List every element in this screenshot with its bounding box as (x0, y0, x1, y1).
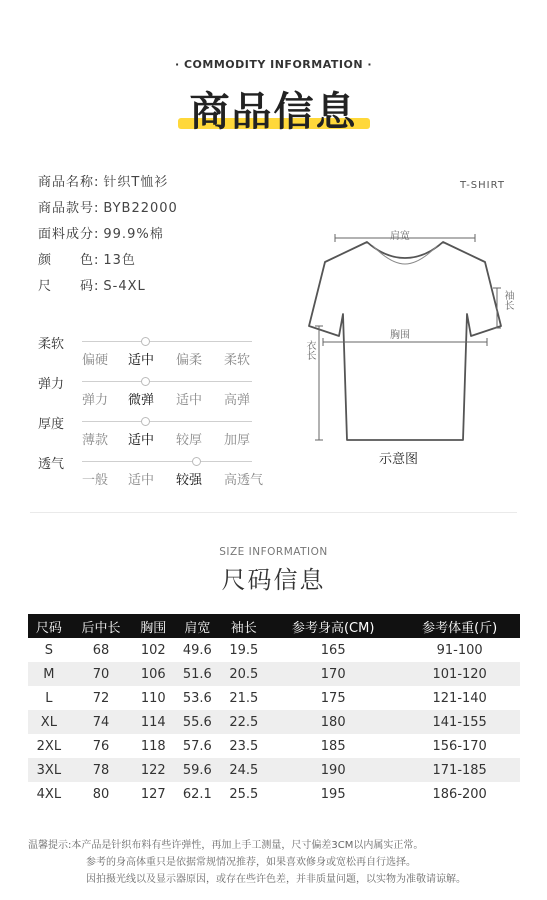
table-row (28, 662, 520, 686)
attribute-scale-line (82, 421, 252, 422)
table-cell: 62.1 (182, 786, 212, 802)
table-cell: 57.6 (182, 738, 212, 754)
table-cell: 141-155 (399, 710, 520, 734)
product-info-label: 商品款号: (38, 201, 100, 216)
attribute-option: 柔软 (224, 353, 251, 368)
attribute-label: 透气 (38, 457, 65, 472)
tshirt-label: T-SHIRT (460, 180, 505, 191)
shoulder-label: 肩宽 (390, 231, 410, 242)
table-row (28, 734, 520, 758)
size-info-subtitle: SIZE INFORMATION (219, 546, 328, 558)
sleeve-label: 袖长 (502, 290, 513, 310)
table-cell: 2XL (36, 738, 62, 754)
product-info-label: 面料成分: (38, 227, 100, 242)
table-cell: 121-140 (432, 690, 487, 706)
page-title: 商品信息 (189, 89, 358, 135)
table-cell: 19.5 (229, 642, 259, 658)
table-cell: 186-200 (432, 786, 487, 802)
size-table-heading: 肩宽 (174, 614, 220, 638)
note-line: 参考的身高体重只是依据常规情况推荐，如果喜欢修身或宽松再自行选择。 (86, 857, 416, 868)
table-cell: 74 (70, 710, 133, 734)
product-info-value: S-4XL (103, 279, 146, 294)
table-cell: 76 (92, 738, 110, 754)
attribute-marker (141, 417, 150, 426)
table-cell: 156-170 (432, 738, 487, 754)
attribute-option: 偏柔 (176, 353, 203, 368)
product-info-label: 尺 码: (38, 279, 100, 294)
note-line: 因拍摄光线以及显示器原因，或存在些许色差，并非质量问题，以实物为准敬请谅解。 (86, 874, 466, 885)
commodity-info-subtitle: · COMMODITY INFORMATION · (174, 58, 373, 71)
size-table-heading: 尺码 (28, 614, 70, 638)
table-cell: 80 (92, 786, 110, 802)
table-cell: 68 (92, 642, 110, 658)
table-cell: L (45, 690, 53, 706)
size-table-heading: 袖长 (221, 614, 267, 638)
attribute-scale-line (82, 341, 252, 342)
attribute-marker (141, 337, 150, 346)
table-row (28, 710, 520, 734)
table-cell: 25.5 (229, 786, 259, 802)
attribute-label: 柔软 (38, 337, 65, 352)
table-cell: 21.5 (229, 690, 259, 706)
product-info-row (38, 275, 146, 294)
product-info-value: 99.9%棉 (103, 227, 164, 242)
table-cell: 59.6 (174, 758, 220, 782)
size-table-heading: 参考身高(CM) (267, 614, 399, 638)
diagram-caption: 示意图 (379, 452, 419, 467)
table-row (28, 638, 520, 662)
table-row (28, 758, 520, 782)
table-cell: 91-100 (436, 642, 483, 658)
table-cell: 102 (140, 642, 166, 658)
table-cell: M (28, 662, 70, 686)
table-cell: 185 (320, 738, 346, 754)
table-cell: XL (28, 710, 70, 734)
section-divider (30, 512, 517, 513)
product-info-label: 颜 色: (38, 253, 100, 268)
table-cell: 53.6 (182, 690, 212, 706)
product-info-value: 13色 (103, 253, 136, 268)
table-cell: 106 (132, 662, 174, 686)
table-cell: 110 (140, 690, 166, 706)
size-table-heading: 后中长 (70, 614, 133, 638)
product-info-value: 针织T恤衫 (103, 175, 169, 190)
table-cell: 4XL (36, 786, 62, 802)
attribute-option: 一般 (82, 473, 109, 488)
attribute-option: 偏硬 (82, 353, 109, 368)
chest-label: 胸围 (390, 330, 410, 341)
table-cell: 55.6 (174, 710, 220, 734)
table-cell: 78 (70, 758, 133, 782)
table-cell: 24.5 (221, 758, 267, 782)
attribute-marker (192, 457, 201, 466)
size-table-heading: 胸围 (132, 614, 174, 638)
table-cell: 171-185 (399, 758, 520, 782)
table-cell: 114 (132, 710, 174, 734)
attribute-label: 厚度 (38, 417, 65, 432)
table-cell: 165 (320, 642, 346, 658)
table-cell: 170 (267, 662, 399, 686)
attribute-scale-line (82, 461, 252, 462)
table-cell: 3XL (28, 758, 70, 782)
table-cell: 72 (92, 690, 110, 706)
attribute-option: 薄款 (82, 433, 109, 448)
product-info-row (38, 171, 168, 190)
table-cell: 101-120 (399, 662, 520, 686)
attribute-option: 适中 (128, 353, 155, 368)
attribute-option: 弹力 (82, 393, 109, 408)
table-cell: 22.5 (221, 710, 267, 734)
product-info-row (38, 197, 178, 216)
table-cell: 51.6 (174, 662, 220, 686)
size-info-title: 尺码信息 (221, 566, 326, 594)
table-cell: 49.6 (182, 642, 212, 658)
table-cell: 23.5 (229, 738, 259, 754)
product-info-row (38, 223, 164, 242)
attribute-option: 微弹 (128, 393, 155, 408)
table-row (28, 686, 520, 710)
product-info-row (38, 249, 136, 268)
note-line: 温馨提示:本产品是针织布料有些许弹性，再加上手工测量，尺寸偏差3CM以内属实正常。 (28, 840, 424, 851)
table-cell: 175 (320, 690, 346, 706)
table-row (28, 782, 520, 806)
attribute-option: 较厚 (176, 433, 203, 448)
table-cell: 190 (267, 758, 399, 782)
size-table (28, 614, 520, 806)
size-table-header (28, 614, 520, 638)
table-cell: 118 (140, 738, 166, 754)
attribute-scale-line (82, 381, 252, 382)
table-cell: 70 (70, 662, 133, 686)
attribute-option: 高透气 (224, 473, 264, 488)
attribute-marker (141, 377, 150, 386)
length-label: 衣长 (304, 340, 315, 360)
attribute-option: 适中 (128, 473, 155, 488)
product-info-value: BYB22000 (103, 201, 178, 216)
table-cell: 180 (267, 710, 399, 734)
attribute-option: 适中 (128, 433, 155, 448)
product-info-label: 商品名称: (38, 175, 100, 190)
attribute-option: 高弹 (224, 393, 251, 408)
table-cell: 195 (320, 786, 346, 802)
size-table-heading: 参考体重(斤) (399, 614, 520, 638)
table-cell: 127 (140, 786, 166, 802)
attribute-label: 弹力 (38, 377, 65, 392)
attribute-option: 适中 (176, 393, 203, 408)
table-cell: 122 (132, 758, 174, 782)
attribute-option: 加厚 (224, 433, 251, 448)
table-cell: 20.5 (221, 662, 267, 686)
attribute-option: 较强 (176, 473, 203, 488)
table-cell: S (44, 642, 53, 658)
